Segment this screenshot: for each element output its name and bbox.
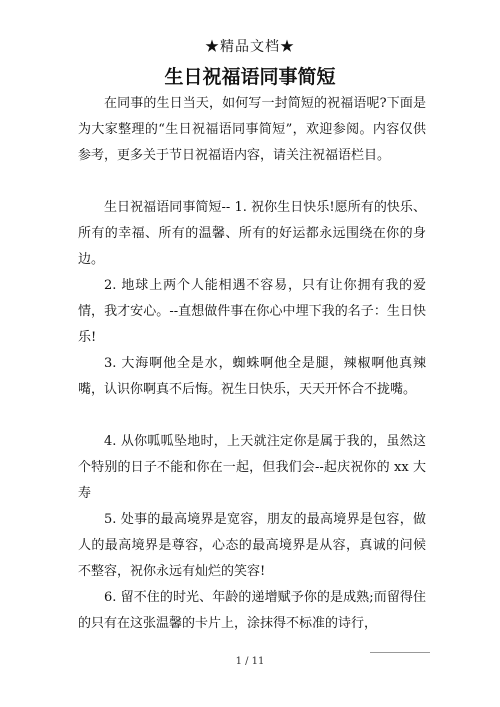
wish-paragraph-4: 4. 从你呱呱坠地时，上天就注定你是属于我的，虽然这个特别的日子不能和你在一起，但我们会--起庆祝你的 xx 大寿 — [78, 434, 426, 501]
footer-divider — [370, 652, 430, 653]
document-body — [78, 91, 426, 637]
blank-line — [78, 169, 426, 195]
wish-paragraph-5: 5. 处事的最高境界是宽容，朋友的最高境界是包容，做人的最高境界是尊容，心态的最高境界是从容，真诚的问候不整容，祝你永远有灿烂的笑容! — [78, 512, 426, 579]
wish-paragraph-6: 6. 留不住的时光、年龄的递增赋予你的是成熟;而留得住的只有在这张温馨的卡片上，涂抹得不标准的诗行， — [78, 590, 426, 631]
wish-paragraph-1: 生日祝福语同事简短-- 1. 祝你生日快乐!愿所有的快乐、所有的幸福、所有的温馨、所有的好运都永远围绕在你的身边。 — [78, 200, 426, 267]
page-footer — [0, 656, 500, 667]
wish-paragraph-2: 2. 地球上两个人能相遇不容易，只有让你拥有我的爱情，我才安心。--直想做件事在你心中埋下我的名子：生日快乐! — [78, 278, 426, 345]
page-number: 1 / 11 — [235, 656, 265, 667]
wish-paragraph-3: 3. 大海啊他全是水，蜘蛛啊他全是腿，辣椒啊他真辣嘴，认识你啊真不后悔。祝生日快乐，天天开怀合不拢嘴。 — [78, 356, 426, 397]
document-title: 生日祝福语同事简短 — [164, 66, 336, 88]
blank-line — [78, 403, 426, 429]
intro-paragraph: 在同事的生日当天，如何写一封简短的祝福语呢?下面是为大家整理的“生日祝福语同事简短”，欢迎参阅。内容仅供参考，更多关于节日祝福语内容，请关注祝福语栏目。 — [78, 96, 426, 163]
document-header: ★精品文档★ — [205, 39, 295, 55]
